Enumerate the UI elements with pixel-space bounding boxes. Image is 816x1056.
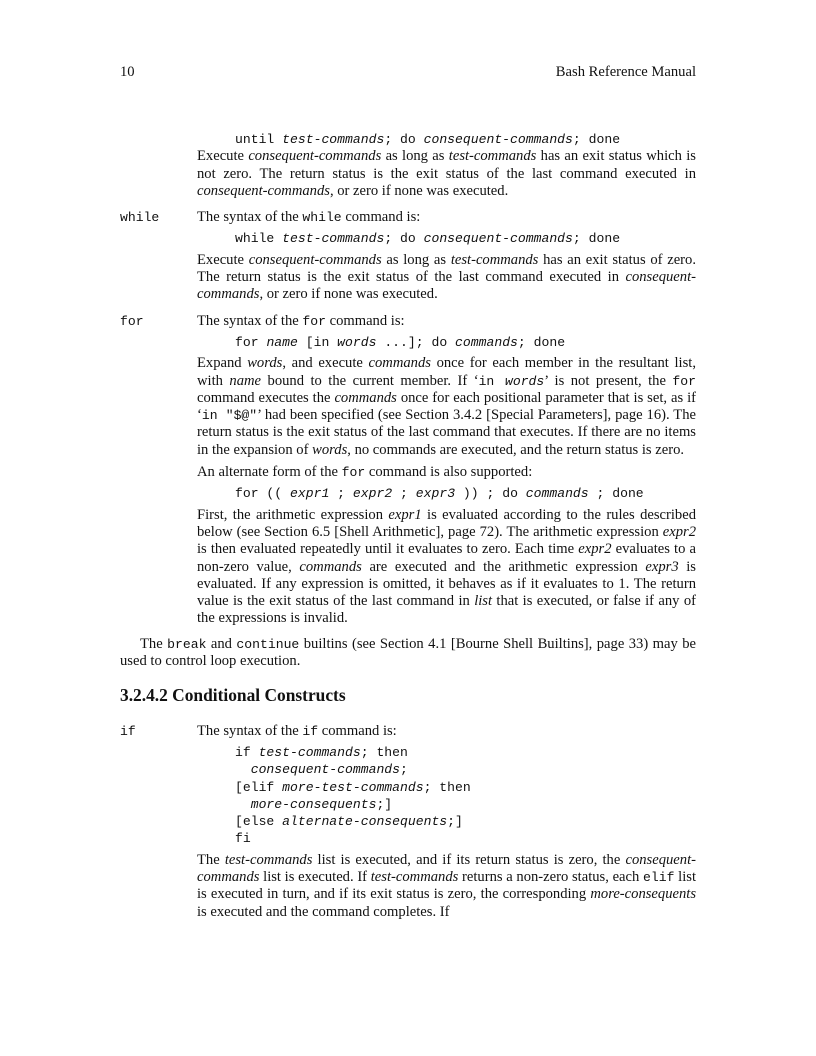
until-entry: [120, 131, 696, 200]
if-term: if: [120, 723, 136, 739]
while-intro: The syntax of the while command is:: [197, 209, 421, 226]
if-syntax-line: if test-commands; then: [235, 744, 408, 760]
for-description: Expand words, and execute commands once for each member in the resultant list, with name bound to the current member. If ‘in words’ is not present, the for command executes the commands once for each positional parameter that is set, as if ‘in "$@"’ had been specified (see Section 3.4.2 [Special Parameters], page 16). The return status is the exit status of the last command that executes. If there are no items in the expansion of words, no commands are executed, and the return status is zero.: [197, 355, 696, 458]
for-alt-intro: An alternate form of the for command is also supported:: [197, 464, 533, 481]
if-syntax-line: consequent-commands;: [250, 762, 408, 778]
for-alt-description: First, the arithmetic expression expr1 is evaluated according to the rules described below (see Section 6.5 [Shell Arithmetic], page 72). The arithmetic expression expr2 is then evaluated repeatedly until it evaluates to zero. Each time expr2 evaluates to a non-zero value, commands are executed and the arithmetic expression expr3 is evaluated. If any expression is omitted, it behaves as if it evaluates to 1. The return value is the exit status of the last command in list that is executed, or false if any of the expressions is invalid.: [197, 506, 696, 627]
if-description: The test-commands list is executed, and if its return status is zero, the consequent-commands list is executed. If test-commands returns a non-zero status, each elif list is executed in turn, and if its exit status is zero, the corresponding more-consequents is executed and the command completes. If: [197, 851, 696, 920]
if-syntax-line: more-consequents;]: [250, 796, 393, 812]
running-title: Bash Reference Manual: [555, 64, 696, 80]
while-description: Execute consequent-commands as long as test-commands has an exit status of zero. The return status is the exit status of the last command executed in consequent-commands, or zero if none was executed.: [197, 251, 696, 303]
until-syntax: until test-commands; do consequent-commands; done: [235, 132, 621, 147]
for-alt-syntax: for (( expr1 ; expr2 ; expr3 )) ; do commands ; done: [235, 486, 644, 502]
page-body: [120, 131, 696, 921]
for-intro: The syntax of the for command is:: [197, 312, 405, 329]
if-syntax: [235, 744, 696, 848]
while-term: while: [120, 210, 160, 226]
section-heading: 3.2.4.2 Conditional Constructs: [120, 685, 346, 706]
while-entry: [120, 209, 696, 303]
for-entry: [120, 313, 696, 628]
while-syntax: while test-commands; do consequent-commands; done: [235, 231, 621, 247]
until-description: Execute consequent-commands as long as test-commands has an exit status which is not zero. The return status is the exit status of the last command executed in consequent-commands, or zero if none was executed.: [197, 148, 696, 199]
if-syntax-line: fi: [235, 831, 251, 847]
if-syntax-line: [else alternate-consequents;]: [235, 814, 463, 830]
if-syntax-line: [elif more-test-commands; then: [235, 779, 471, 795]
if-intro: The syntax of the if command is:: [197, 722, 397, 739]
for-syntax: for name [in words ...]; do commands; done: [235, 334, 566, 350]
page-number: 10: [120, 64, 135, 80]
if-entry: [120, 723, 696, 921]
loop-control-paragraph: The break and continue builtins (see Section 4.1 [Bourne Shell Builtins], page 33) may be used to control loop execution.: [120, 635, 697, 670]
for-term: for: [120, 313, 144, 329]
